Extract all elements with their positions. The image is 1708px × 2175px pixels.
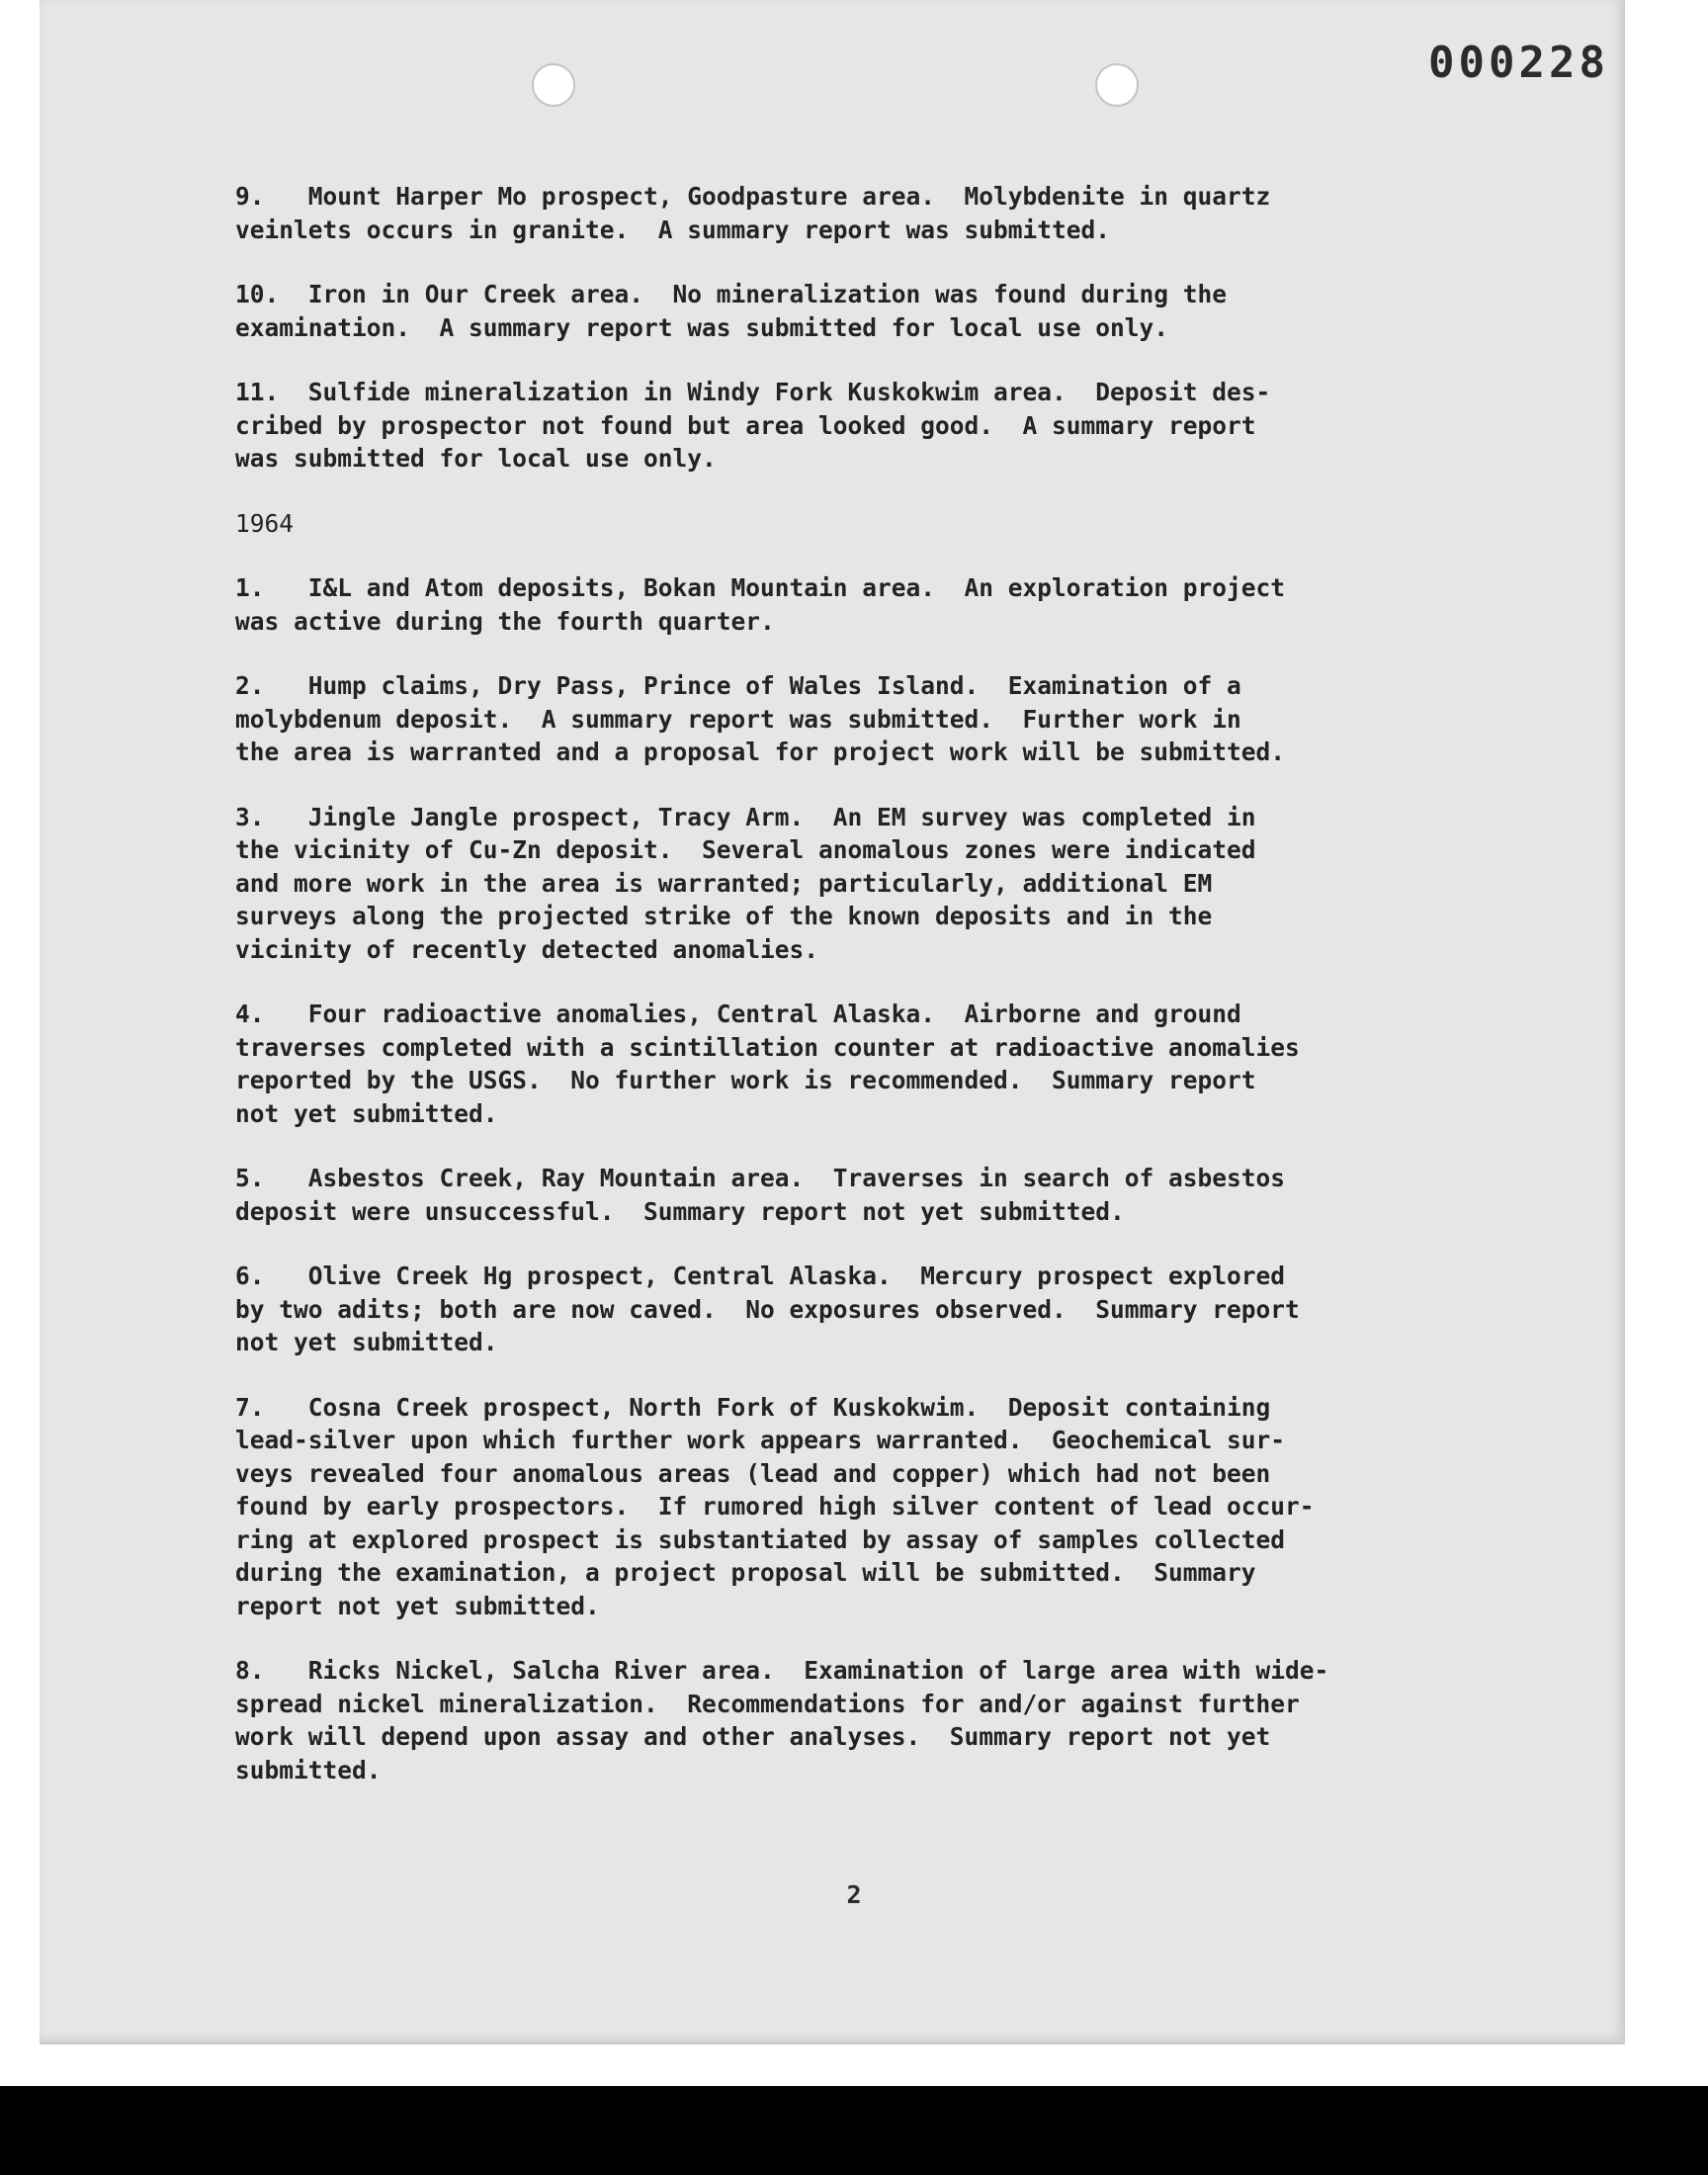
scanner-bottom-band <box>0 2086 1708 2175</box>
document-number: 000228 <box>1428 38 1609 88</box>
entry-line: was submitted for local use only. <box>235 444 717 473</box>
entry-line: report not yet submitted. <box>235 1591 600 1620</box>
entry-line: cribed by prospector not found but area looked good. A summary report <box>235 410 1256 440</box>
entry-line: veys revealed four anomalous areas (lead and copper) which had not been <box>235 1458 1271 1488</box>
entry-line: 8. Ricks Nickel, Salcha River area. Examination of large area with wide- <box>235 1656 1329 1685</box>
entry-line: 7. Cosna Creek prospect, North Fork of Kuskokwim. Deposit containing <box>235 1392 1271 1422</box>
report-entry <box>235 180 1520 246</box>
entry-line: not yet submitted. <box>235 1328 498 1356</box>
entry-line: spread nickel mineralization. Recommendations for and/or against further <box>235 1689 1300 1718</box>
entry-line: molybdenum deposit. A summary report was submitted. Further work in <box>235 704 1241 734</box>
entry-line: 11. Sulfide mineralization in Windy Fork Kuskokwim area. Deposit des- <box>235 378 1271 406</box>
page-number: 2 <box>846 1880 862 1909</box>
entry-line: 2. Hump claims, Dry Pass, Prince of Wales Island. Examination of a <box>235 671 1241 700</box>
entry-line: not yet submitted. <box>235 1098 498 1128</box>
section-1963-continued <box>235 180 1520 476</box>
report-entry <box>235 1162 1520 1228</box>
entry-line: 3. Jingle Jangle prospect, Tracy Arm. An EM survey was completed in <box>235 802 1256 831</box>
entry-line: vicinity of recently detected anomalies. <box>235 934 819 964</box>
entry-line: 5. Asbestos Creek, Ray Mountain area. Traverses in search of asbestos <box>235 1164 1286 1192</box>
entry-line: submitted. <box>235 1755 382 1784</box>
entry-line: surveys along the projected strike of the known deposits and in the <box>235 902 1213 930</box>
entry-line: the vicinity of Cu-Zn deposit. Several anomalous zones were indicated <box>235 835 1256 864</box>
entry-line: 10. Iron in Our Creek area. No mineralization was found during the <box>235 280 1228 308</box>
report-entry <box>235 801 1520 967</box>
entry-line: 1. I&L and Atom deposits, Bokan Mountain area. An exploration project <box>235 573 1286 602</box>
entry-line: lead-silver upon which further work appears warranted. Geochemical sur- <box>235 1426 1286 1454</box>
report-entry <box>235 1391 1520 1623</box>
entry-line: traverses completed with a scintillation counter at radioactive anomalies <box>235 1032 1300 1062</box>
report-entry <box>235 1260 1520 1359</box>
entry-line: veinlets occurs in granite. A summary report was submitted. <box>235 215 1111 244</box>
entry-line: 6. Olive Creek Hg prospect, Central Alaska. Mercury prospect explored <box>235 1262 1286 1290</box>
report-entry <box>235 571 1520 638</box>
entry-line: was active during the fourth quarter. <box>235 606 775 636</box>
entry-line: during the examination, a project proposal will be submitted. Summary <box>235 1558 1256 1587</box>
report-entry <box>235 998 1520 1130</box>
report-entry <box>235 376 1520 476</box>
entry-line: the area is warranted and a proposal for project work will be submitted. <box>235 738 1286 766</box>
entry-line: and more work in the area is warranted; particularly, additional EM <box>235 868 1213 898</box>
document-body <box>235 180 1520 1818</box>
entry-line: deposit were unsuccessful. Summary report not yet submitted. <box>235 1196 1125 1226</box>
entry-line: 4. Four radioactive anomalies, Central Alaska. Airborne and ground <box>235 1000 1241 1028</box>
entry-line: 9. Mount Harper Mo prospect, Goodpasture area. Molybdenite in quartz <box>235 182 1271 211</box>
punch-hole-left <box>532 63 575 107</box>
section-1964 <box>235 571 1520 1786</box>
entry-line: ring at explored prospect is substantiated by assay of samples collected <box>235 1524 1286 1554</box>
entry-line: work will depend upon assay and other analyses. Summary report not yet <box>235 1722 1271 1751</box>
entry-line: found by early prospectors. If rumored high silver content of lead occur- <box>235 1492 1315 1521</box>
report-entry <box>235 1654 1520 1786</box>
report-entry <box>235 669 1520 769</box>
entry-line: reported by the USGS. No further work is recommended. Summary report <box>235 1066 1256 1094</box>
punch-hole-right <box>1095 63 1139 107</box>
entry-line: by two adits; both are now caved. No exposures observed. Summary report <box>235 1294 1300 1324</box>
year-heading: 1964 <box>235 508 295 538</box>
report-entry <box>235 278 1520 344</box>
entry-line: examination. A summary report was submitted for local use only. <box>235 312 1169 342</box>
